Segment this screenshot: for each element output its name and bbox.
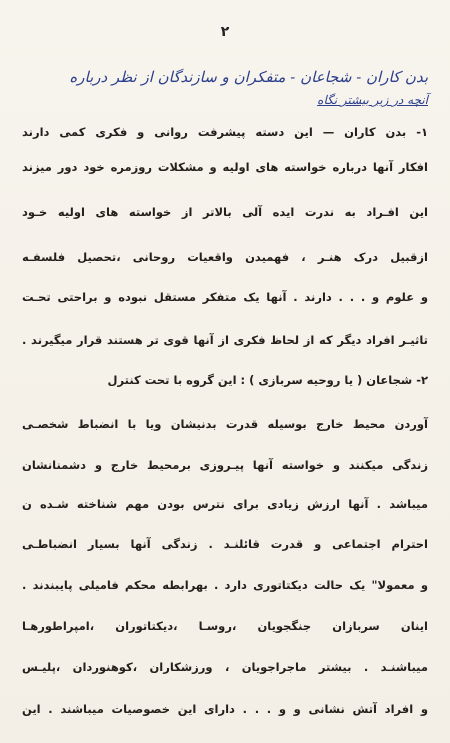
text-line-7: ۲- شجاعان ( یا روحیه سربازی ) : این گروه با تحت کنترل [107,373,428,387]
text-line-14: میباشنـد . بیشتر ماجراجویان ، ورزشکاران ،کوهنوردان ،پلیـس [22,660,428,674]
handwritten-note-line-2: آنچه در زیر بیشتر نگاه [317,93,428,107]
text-line-8: آوردن محیط خارج بوسیله قدرت بدنیشان ویا با انضباط شخصـی [22,417,428,431]
text-line-1: ۱- بدن کاران — این دسته پیشرفت روانی و فکری کمی دارند [22,125,428,139]
text-line-12: و معمولا" یک حالت دیکتاتوری دارد . بهرابطه محکم فامیلی پایبندند . [22,578,428,592]
text-line-9: زندگی میکنند و خواسته آنها پیـروزی برمحیط خارج و دشمنانشان [22,458,428,472]
handwritten-note-line-1: بدن کاران - شجاعان - متفکران و سازندگان از نظر درباره [69,68,428,86]
text-line-5: و علوم و . . . دارند . آنها یک متفکر مستقل نبوده و براحتی تحـت [22,290,428,304]
text-line-3: این افـراد به ندرت ایده آلی بالاتر از خواسته های اولیه خـود [22,205,428,219]
text-line-15: و افراد آتش نشانی و و . . . دارای این خصوصیات میباشند . این [22,702,428,716]
text-line-13: اینان سربازان جنگجویان ،روسـا ،دیکتاتوران ،امپراطورهـا [22,619,428,633]
page-number: ۲ [220,24,230,40]
text-line-4: ازقبیل درک هنـر ، فهمیدن واقعیات روحانی ،تحصیل فلسفـه [22,250,428,264]
text-line-2: افکار آنها درباره خواسته های اولیه و مشکلات روزمره خود دور میزند [22,160,428,174]
text-line-6: تاثیـر افراد دیگر که از لحاظ فکری از آنها قوی تر هستند قرار میگیرند . [22,333,428,347]
text-line-10: میباشد . آنها ارزش زیادی برای نترس بودن مهم شناخته شـده ن [22,497,428,511]
text-line-11: احترام اجتماعی و قدرت قائلنـد . زندگی آنها بسیار انضباطـی [22,537,428,551]
